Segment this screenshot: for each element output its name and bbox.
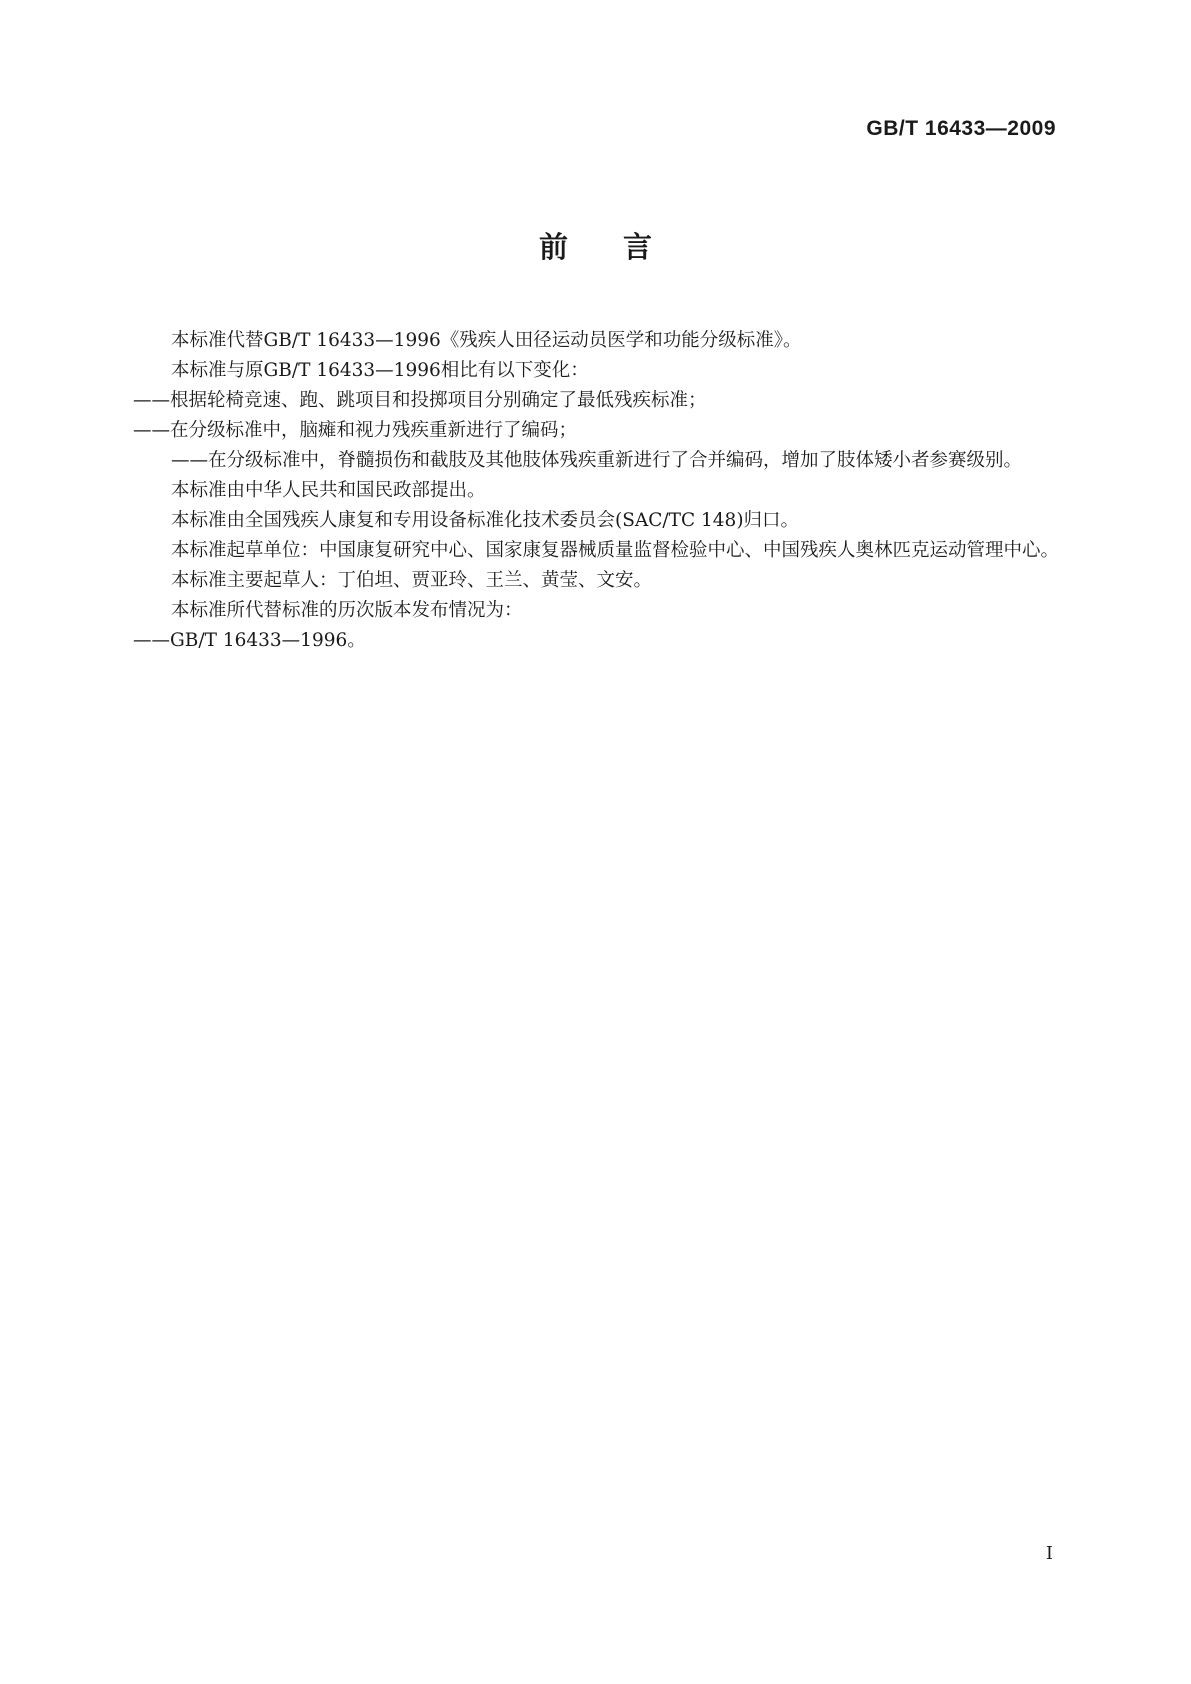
paragraph-changes-intro: 本标准与原GB/T 16433—1996相比有以下变化：: [171, 360, 589, 381]
foreword-body: [133, 326, 1068, 656]
change-item-2: ——在分级标准中，脑瘫和视力残疾重新进行了编码；: [133, 420, 578, 441]
paragraph-administrator: 本标准由全国残疾人康复和专用设备标准化技术委员会(SAC/TC 148)归口。: [171, 510, 800, 531]
paragraph-drafting-units: 本标准起草单位：中国康复研究中心、国家康复器械质量监督检验中心、中国残疾人奥林匹克运动管理中心。: [171, 540, 1060, 561]
page-number: I: [1045, 1543, 1053, 1564]
page-title: 前言: [538, 230, 707, 264]
paragraph-history-intro: 本标准所代替标准的历次版本发布情况为：: [171, 600, 523, 621]
standard-code: GB/T 16433—2009: [866, 117, 1056, 140]
paragraph-proposer: 本标准由中华人民共和国民政部提出。: [171, 480, 486, 501]
history-item-1: ——GB/T 16433—1996。: [133, 630, 366, 651]
paragraph-replaces: 本标准代替GB/T 16433—1996《残疾人田径运动员医学和功能分级标准》。: [171, 330, 802, 351]
change-item-3: ——在分级标准中，脊髓损伤和截肢及其他肢体残疾重新进行了合并编码，增加了肢体矮小者参赛级别。: [171, 450, 1023, 471]
change-item-1: ——根据轮椅竞速、跑、跳项目和投掷项目分别确定了最低残疾标准；: [133, 390, 707, 411]
paragraph-drafters: 本标准主要起草人：丁伯坦、贾亚玲、王兰、黄莹、文安。: [171, 570, 653, 591]
